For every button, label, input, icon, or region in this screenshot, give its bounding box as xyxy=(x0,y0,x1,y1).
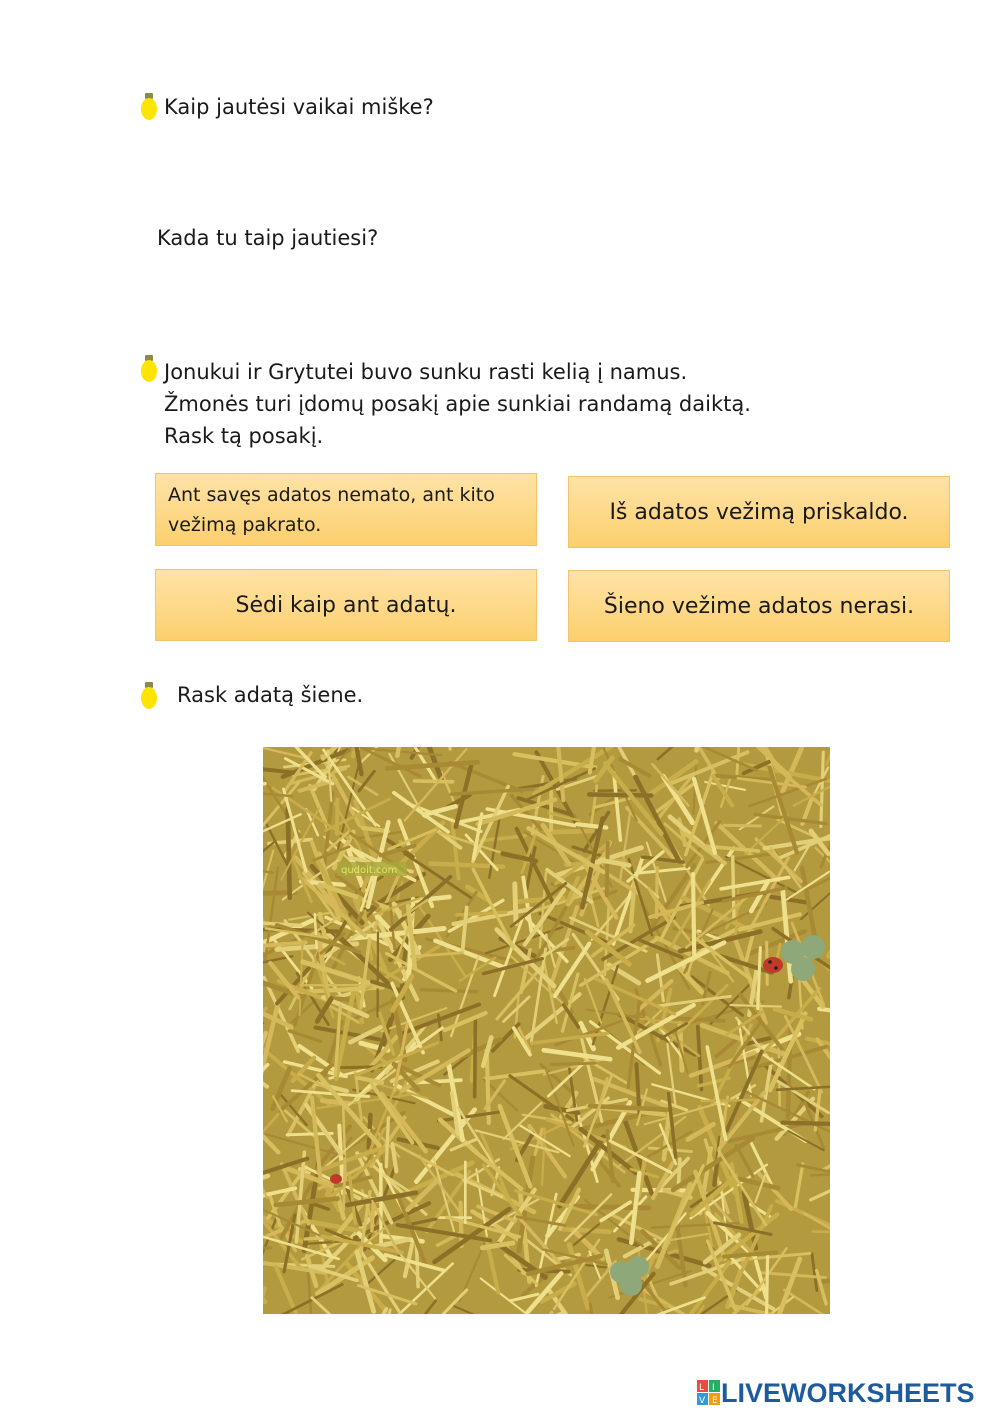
ladybug xyxy=(763,957,783,973)
answer-option-label: Sėdi kaip ant adatų. xyxy=(235,592,457,618)
answer-option[interactable] xyxy=(568,476,950,548)
bulb-icon xyxy=(140,355,158,383)
image-watermark: qudoit.com xyxy=(341,865,398,876)
answer-option[interactable] xyxy=(568,570,950,642)
question-1: Kaip jautėsi vaikai miške? xyxy=(164,95,434,119)
logo-text: LIVEWORKSHEETS xyxy=(721,1377,975,1408)
question-3: Rask adatą šiene. xyxy=(177,683,364,707)
answer-option-label: Iš adatos vežimą priskaldo. xyxy=(609,499,909,525)
logo-mark xyxy=(697,1380,721,1406)
svg-text:I: I xyxy=(712,1383,715,1393)
svg-text:L: L xyxy=(699,1383,705,1393)
answer-option-label: Šieno vežime adatos nerasi. xyxy=(603,593,915,619)
question-1-followup: Kada tu taip jautiesi? xyxy=(157,226,379,250)
bulb-icon xyxy=(140,682,158,710)
question-2-line: Rask tą posakį. xyxy=(164,424,324,448)
liveworksheets-logo xyxy=(697,1376,975,1410)
bulb-icon xyxy=(140,93,158,121)
svg-text:V: V xyxy=(699,1396,706,1406)
svg-text:E: E xyxy=(712,1396,718,1406)
haystack-picture xyxy=(263,747,830,1314)
question-2-line: Žmonės turi įdomų posakį apie sunkiai randamą daiktą. xyxy=(164,392,751,416)
question-2-line: Jonukui ir Grytutei buvo sunku rasti kelią į namus. xyxy=(164,360,688,384)
answer-option-label: Ant savęs adatos nemato, ant kito vežimą pakrato. xyxy=(168,483,495,536)
question-2 xyxy=(164,356,751,452)
haystack-image[interactable] xyxy=(263,747,830,1314)
answer-option[interactable] xyxy=(155,473,537,546)
answer-option[interactable] xyxy=(155,569,537,641)
